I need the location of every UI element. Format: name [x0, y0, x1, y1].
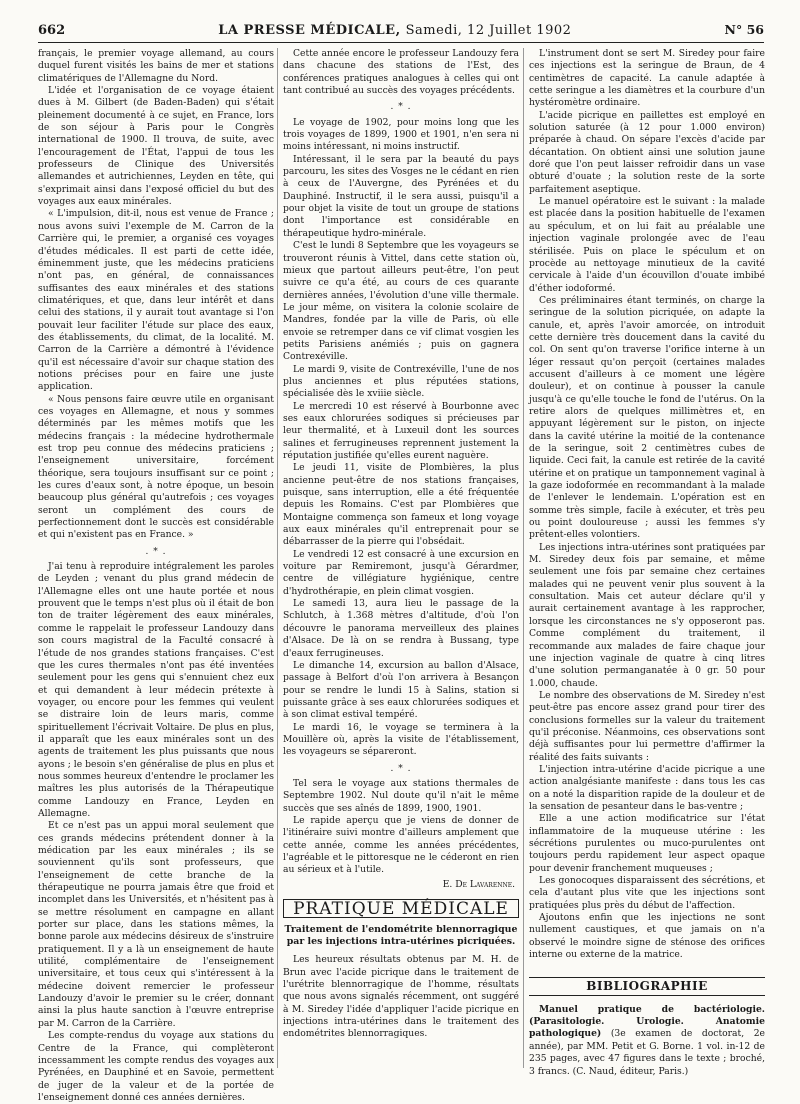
- paragraph: Le mardi 9, visite de Contrexéville, l'une de nos plus anciennes et plus réputées stations, spécialisée dès le xviiie siècle.: [283, 363, 519, 400]
- paragraph: Le dimanche 14, excursion au ballon d'Alsace, passage à Belfort d'où l'on arrivera à Besançon pour se rendre le lundi 15 à Salins, station si puissante grâce à ses eaux chlorurées sodiques et à son climat estival tempéré.: [283, 659, 519, 721]
- paragraph: Cette année encore le professeur Landouzy fera dans chacune des stations de l'Est, des conférences pratiques analogues à celles qui ont tant contribué au succès des voyages précédents.: [283, 48, 519, 97]
- journal-title: [218, 23, 571, 38]
- section-separator: . * .: [145, 546, 167, 557]
- journal-name: LA PRESSE MÉDICALE,: [218, 23, 401, 38]
- paragraph: L'injection intra-utérine d'acide picrique a une action analgésiante manifeste : dans tous les cas on a noté la disparition rapide de la douleur et de la sensation de pesanteur dans le bas-ventre ;: [529, 763, 765, 812]
- header-rule: [38, 42, 764, 43]
- paragraph: « Nous pensons faire œuvre utile en organisant ces voyages en Allemagne, et nous y sommes déterminés par les mêmes motifs que les médecins français : la médecine hydrothermale est trop peu connue des médecins praticiens ; l'enseignement universitaire, forcément théorique, sera toujours insuffisant sur ce point ; les cures d'eaux sont, à notre époque, un besoin beaucoup plus général qu'autrefois ; ces voyages seront un complément des cours de perfectionnement dont le succès est considérable et qui n'existent pas en France. »: [38, 393, 274, 541]
- paragraph: Elle a une action modificatrice sur l'état inflammatoire de la muqueuse utérine : les sécrétions purulentes ou muco-purulentes ont toujours perdu rapidement leur aspect opaque pour devenir franchement muqueuses ;: [529, 813, 765, 874]
- paragraph: Le manuel opératoire est le suivant : la malade est placée dans la position habituelle de l'examen au spéculum, et on lui fait au préalable une injection vaginale prolongée avec de l'eau stérilisée. Puis on place le spéculum et on procède au nettoyage minutieux de la cavité cervicale à l'aide d'un écouvillon d'ouate imbibé d'éther iodoformé.: [529, 196, 765, 294]
- author-signature: E. De Lavarenne.: [442, 878, 515, 890]
- paragraph: Le rapide aperçu que je viens de donner de l'itinéraire suivi montre d'ailleurs amplement que cette année, comme les années précédentes, l'agréable et le pittoresque ne le céderont en rien au sérieux et à l'utile.: [283, 814, 519, 876]
- paragraph: Intéressant, il le sera par la beauté du pays parcouru, les sites des Vosges ne le cédant en rien à ceux de l'Auvergne, des Pyrénées et du Dauphiné. Instructif, il le sera aussi, puisqu'il a pour objet la visite de tout un groupe de stations dont l'importance est considérable en thérapeutique hydro-minérale.: [283, 153, 519, 239]
- issue-date: Samedi, 12 Juillet 1902: [405, 23, 572, 38]
- column-3: [529, 48, 765, 1077]
- column-2: [283, 48, 519, 1068]
- paragraph: J'ai tenu à reproduire intégralement les paroles de Leyden ; venant du plus grand médecin de l'Allemagne elles ont une haute portée et nous prouvent que le temps n'est plus où il était de bon ton de traiter légèrement des eaux minérales, comme le rappelait le professeur Landouzy dans son cours magistral de la Faculté consacré à l'étude de nos grandes stations françaises. C'est que les cures thermales n'ont pas été inventées seulement pour les gens qui s'ennuient chez eux et qui demandent à leur médecin prétexte à voyager, ou encore pour les femmes qui veulent se distraire loin de leurs maris, comme spirituellement l'écrivait Voltaire. De plus en plus, il apparaît que les eaux minérales sont un des agents de traitement les plus puissants que nous ayons ; le besoin s'en généralise de plus en plus et nous sommes heureux d'entendre le proclamer les maîtres les plus autorisés de la Thérapeutique comme Landouzy en France, Leyden en Allemagne.: [38, 561, 274, 819]
- paragraph: Le mardi 16, le voyage se terminera à la Mouillère où, après la visite de l'établissement, les voyageurs se sépareront.: [283, 721, 519, 758]
- section-separator: . * .: [390, 102, 412, 113]
- bibliography-book-title: Manuel pratique de bactériologie. (Parasitologie. Urologie. Anatomie pathologique): [529, 1003, 765, 1040]
- column-1: [38, 48, 274, 1103]
- bibliography-entry: [529, 1004, 765, 1078]
- section-separator: . * .: [390, 763, 412, 774]
- paragraph: L'instrument dont se sert M. Siredey pour faire ces injections est la seringue de Braun, de 4 centimètres de capacité. La canule adaptée à cette seringue a les diamètres et la courbure d'un hystéromètre ordinaire.: [529, 48, 765, 109]
- issue-number: N° 56: [724, 22, 764, 37]
- paragraph: « L'impulsion, dit-il, nous est venue de France ; nous avons suivi l'exemple de M. Carron de la Carrière qui, le premier, a organisé ces voyages d'études médicales. Il est parti de cette idée, éminemment juste, que les médecins praticiens n'ont pas, en général, de connaissances suffisantes des eaux minérales et des stations climatériques, et que, dans leur intérêt et dans celui des stations, il y aurait tout avantage si l'on pouvait leur faciliter l'étude sur place des eaux, des établissements, du climat, de la localité. M. Carron de la Carrière a démontré à l'évidence qu'il est nécessaire d'avoir sur chaque station des notions précises pour en faire une juste application.: [38, 208, 274, 393]
- bibliography-text: [529, 1004, 765, 1078]
- paragraph: Le samedi 13, aura lieu le passage de la Schlutch, à 1.368 mètres d'altitude, d'où l'on découvre le panorama merveilleux des plaines d'Alsace. De là on se rendra à Bussang, type d'eaux ferrugineuses.: [283, 598, 519, 659]
- paragraph: français, le premier voyage allemand, au cours duquel furent visités les bains de mer et stations climatériques de l'Allemagne du Nord.: [38, 48, 274, 84]
- column-divider: [277, 48, 278, 1068]
- paragraph: Ajoutons enfin que les injections ne sont nullement caustiques, et que jamais on n'a observé le moindre signe de sténose des orifices interne ou externe de la matrice.: [529, 912, 765, 961]
- paragraph: Le jeudi 11, visite de Plombières, la plus ancienne peut-être de nos stations françaises, puisque, sans interruption, elle a été fréquentée depuis les Romains. C'est par Plombières que Montaigne commença son fameux et long voyage aux eaux minérales qu'il entreprenait pour se débarrasser de la pierre qui l'obsédait.: [283, 462, 519, 548]
- paragraph: Le mercredi 10 est réservé à Bourbonne avec ses eaux chlorurées sodiques si précieuses par leur thermalité, et à Luxeuil dont les sources salines et ferrugineuses reprennent justement la réputation justifiée qu'elles eurent naguère.: [283, 400, 519, 461]
- article-title: Traitement de l'endométrite blennorragique par les injections intra-utérines picriquées.: [284, 924, 518, 948]
- paragraph: Ces préliminaires étant terminés, on charge la seringue de la solution picriquée, on adapte la canule, et, après l'avoir amorcée, on introduit cette dernière très doucement dans la cavité du col. On sent qu'on traverse l'orifice interne à un léger ressaut qu'on perçoit (certaines malades accusent d'ailleurs à ce moment une légère douleur), et on continue à pousser la canule jusqu'à ce qu'elle touche le fond de l'utérus. On la retire alors de quelques millimètres et, en appuyant légèrement sur le piston, on injecte dans la cavité utérine la moitié de la contenance de la seringue, soit 2 centimètres cubes de liquide. Ceci fait, la canule est retirée de la cavité utérine et on pratique un tamponnement vaginal à la gaze iodoformée en recommandant à la malade de l'enlever le lendemain. L'opération est en somme très simple, facile à exécuter, et très peu ou point douloureuse ; aussi les femmes s'y prêtent-elles volontiers.: [529, 294, 765, 541]
- column-divider: [523, 48, 524, 1068]
- paragraph: Le nombre des observations de M. Siredey n'est peut-être pas encore assez grand pour tirer des conclusions formelles sur la valeur du traitement qu'il préconise. Néanmoins, ces observations sont déjà suffisantes pour lui permettre d'affirmer la réalité des faits suivants :: [529, 689, 765, 763]
- paragraph: Les injections intra-utérines sont pratiquées par M. Siredey deux fois par semaine, et même seulement une fois par semaine chez certaines malades qui ne peuvent venir plus souvent à la consultation. Mais cet auteur déclare qu'il y aurait certainement avantage à les rapprocher, lorsque les circonstances ne s'y opposeront pas. Comme complément du traitement, il recommande aux malades de faire chaque jour une injection vaginale de quatre à cinq litres d'une solution permanganatée à 0 gr. 50 pour 1.000, chaude.: [529, 541, 765, 689]
- paragraph: L'idée et l'organisation de ce voyage étaient dues à M. Gilbert (de Baden-Baden) qui s'était pleinement documenté à ce sujet, en France, lors de son séjour à Paris pour le Congrès international de 1900. Il trouva, de suite, avec l'encouragement de l'État, l'appui de tous les professeurs de Clinique des Universités allemandes et autrichiennes, Leyden en tête, qui s'exprimait ainsi dans l'exposé officiel du but des voyages aux eaux minérales.: [38, 85, 274, 208]
- paragraph: L'acide picrique en paillettes est employé en solution saturée (à 12 pour 1.000 environ) préparée à chaud. On sépare l'excès d'acide par décantation. On obtient ainsi une solution jaune doré que l'on peut laisser refroidir dans un vase obturé d'ouate ; la solution reste de la sorte parfaitement aseptique.: [529, 109, 765, 195]
- paragraph: C'est le lundi 8 Septembre que les voyageurs se trouveront réunis à Vittel, dans cette station où, mieux que partout ailleurs peut-être, l'on peut suivre ce qu'a été, au cours de ces quarante dernières années, l'évolution d'une ville thermale. Le jour même, on visitera la colonie scolaire de Mandres, fondée par la ville de Paris, où elle envoie se retremper dans ce vif climat vosgien les petits Parisiens anémiés ; puis on gagnera Contrexéville.: [283, 240, 519, 363]
- section-heading: PRATIQUE MÉDICALE: [283, 899, 519, 918]
- paragraph: Et ce n'est pas un appui moral seulement que ces grands médecins prétendent donner à la médication par les eaux minérales ; ils se souviennent qu'ils sont professeurs, que l'enseignement de cette branche de la thérapeutique ne pourra jamais être que froid et incomplet dans les Universités, et n'hésitent pas à se mettre résolument en campagne en allant porter sur place, dans les stations mêmes, la bonne parole aux médecins désireux de s'instruire pratiquement. Il y a là un enseignement de haute utilité, complémentaire de l'enseignement universitaire, et tous ceux qui s'intéressent à la médecine doivent remercier le professeur Landouzy d'avoir le premier su le créer, donnant ainsi la plus haute sanction à l'œuvre entreprise par M. Carron de la Carrière.: [38, 820, 274, 1029]
- paragraph: Les gonocoques disparaissent des sécrétions, et cela d'autant plus vite que les injections sont pratiquées plus près du début de l'affection.: [529, 875, 765, 911]
- page-header: [38, 22, 764, 40]
- page-number: 662: [38, 23, 66, 38]
- bibliography-heading: BIBLIOGRAPHIE: [529, 977, 765, 995]
- paragraph: Tel sera le voyage aux stations thermales de Septembre 1902. Nul doute qu'il n'ait le même succès que ses aînés de 1899, 1900, 1901.: [283, 777, 519, 814]
- paragraph: Les compte-rendus du voyage aux stations du Centre de la France, qui complèteront incessamment les compte rendus des voyages aux Pyrénées, en Dauphiné et en Savoie, permettent de juger de la valeur et de la portée de l'enseignement donné ces années dernières.: [38, 1030, 274, 1103]
- paragraph: Les heureux résultats obtenus par M. H. de Brun avec l'acide picrique dans le traitement de l'urétrite blennorragique de l'homme, résultats que nous avons signalés récemment, ont suggéré à M. Siredey l'idée d'appliquer l'acide picrique en injections intra-utérines dans le traitement des endométrites blennorragiques.: [283, 954, 519, 1040]
- bibliography-details: (3e examen de doctorat, 2e année), par MM. Petit et G. Borne. 1 vol. in-12 de 235 pages, avec 47 figures dans le texte ; broché, 3 francs. (C. Naud, éditeur, Paris.): [529, 1028, 765, 1077]
- paragraph: Le vendredi 12 est consacré à une excursion en voiture par Remiremont, jusqu'à Gérardmer, centre de villégiature hygiénique, centre d'hydrothérapie, en plein climat vosgien.: [283, 548, 519, 597]
- paragraph: Le voyage de 1902, pour moins long que les trois voyages de 1899, 1900 et 1901, n'en sera ni moins intéressant, ni moins instructif.: [283, 116, 519, 153]
